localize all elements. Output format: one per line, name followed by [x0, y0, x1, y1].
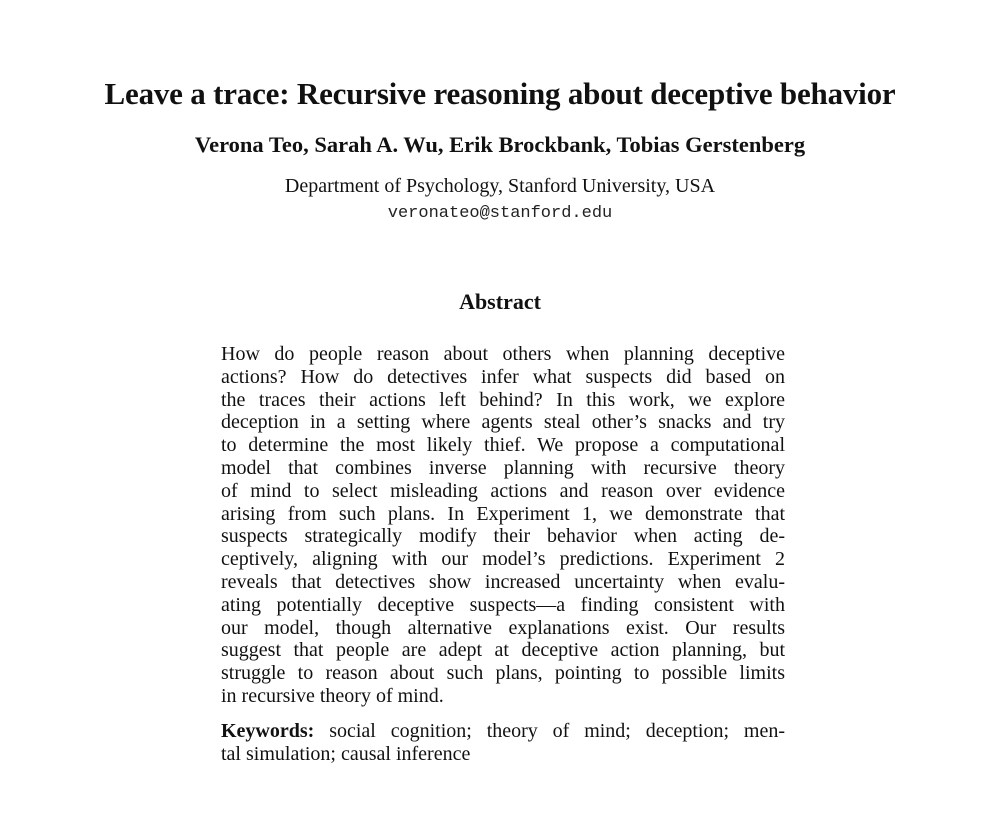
paper-title: Leave a trace: Recursive reasoning about deceptive behavior [104, 76, 896, 111]
author-list: Verona Teo, Sarah A. Wu, Erik Brockbank, Tobias Gerstenberg [194, 132, 806, 157]
author-email: veronateo@stanford.edu [387, 204, 613, 223]
abstract-line: of mind to select misleading actions and reason over evidence [221, 479, 785, 502]
abstract-body [221, 343, 785, 708]
abstract-line: our model, though alternative explanations exist. Our results [221, 616, 785, 639]
abstract-line: arising from such plans. In Experiment 1, we demonstrate that [221, 502, 785, 525]
abstract-line: ceptively, aligning with our model’s predictions. Experiment 2 [221, 548, 785, 571]
abstract-line: struggle to reason about such plans, pointing to possible limits [221, 662, 785, 685]
affiliation: Department of Psychology, Stanford University, USA [284, 175, 716, 197]
abstract-line: in recursive theory of mind. [221, 684, 444, 707]
abstract-line: reveals that detectives show increased uncertainty when evalu- [221, 570, 785, 593]
keywords-label: Keywords: [221, 720, 315, 742]
abstract-line: suggest that people are adept at deceptive action planning, but [221, 639, 785, 662]
keywords-block [221, 720, 785, 766]
keywords-text: social cognition; theory of mind; deception; men- [329, 720, 785, 742]
abstract-line: suspects strategically modify their behavior when acting de- [221, 525, 785, 548]
keywords-line: tal simulation; causal inference [221, 742, 471, 765]
abstract-line: deception in a setting where agents steal other’s snacks and try [221, 411, 785, 434]
abstract-line: How do people reason about others when planning deceptive [221, 343, 785, 365]
abstract-heading: Abstract [459, 289, 541, 314]
abstract-line: ating potentially deceptive suspects—a finding consistent with [221, 593, 785, 616]
abstract-line: the traces their actions left behind? In this work, we explore [221, 388, 785, 411]
abstract-line: to determine the most likely thief. We propose a computational [221, 434, 785, 457]
abstract-line: actions? How do detectives infer what suspects did based on [221, 365, 785, 388]
abstract-line: model that combines inverse planning with recursive theory [221, 456, 785, 479]
keywords-line [221, 720, 785, 743]
